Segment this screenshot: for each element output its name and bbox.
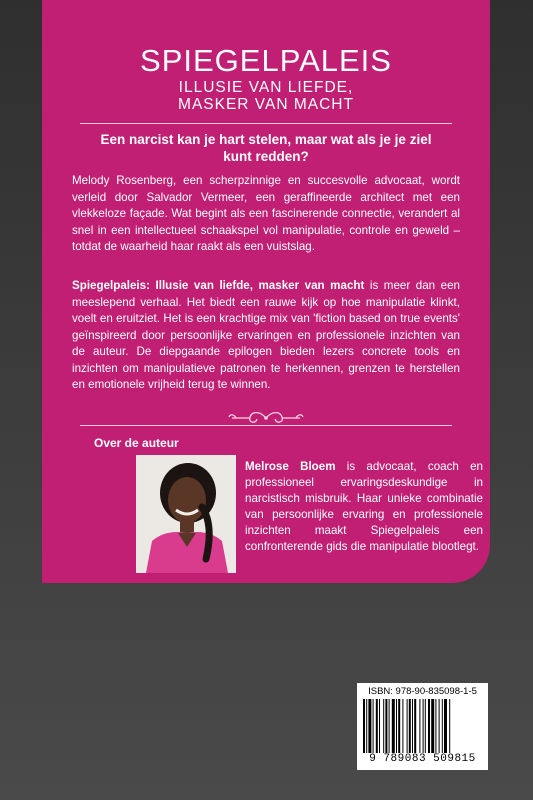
top-divider <box>80 123 452 124</box>
hook-question <box>72 131 460 165</box>
hook-line-1: Een narcist kan je hart stelen, maar wat als je je ziel <box>100 132 432 147</box>
isbn-label: ISBN: 978-90-835098-1-5 <box>368 686 477 697</box>
author-bio-text: is advocaat, coach en professioneel ervaringsdeskundige in narcistisch misbruik. Haar unieke combinatie van persoonlijke ervaring en professionele inzichten maakt Spiegelpaleis een confronterende gids die manipulatie blootlegt. <box>245 460 483 553</box>
barcode-digits: 9 789083 509815 <box>369 753 476 765</box>
book-title: SPIEGELPALEIS <box>140 43 392 78</box>
hook-line-2: kunt redden? <box>223 149 309 164</box>
author-name: Melrose Bloem <box>245 460 336 473</box>
subtitle-line-2: MASKER VAN MACHT <box>178 96 354 113</box>
description-paragraph <box>72 278 460 394</box>
bottom-divider <box>80 425 452 426</box>
author-photo <box>136 455 236 573</box>
barcode-bars-icon <box>363 699 482 753</box>
author-bio <box>245 459 483 555</box>
isbn-barcode <box>357 683 488 770</box>
description-book-title: Spiegelpaleis: Illusie van liefde, masker van macht <box>72 279 365 292</box>
description-text: is meer dan een meeslepend verhaal. Het biedt een rauwe kijk op hoe manipulatie klinkt, voelt en eruitziet. Het is een krachtige mix van 'fiction based on true events' geïnspireerd door persoonlijke ervaringen en professionele inzichten van de auteur. De diepgaande epilogen bieden lezers concrete tools en inzichten om manipulatieve patronen te herkennen, grenzen te herstellen en emotionele vrijheid terug te winnen. <box>72 279 461 391</box>
subtitle-line-1: ILLUSIE VAN LIEFDE, <box>178 79 354 96</box>
synopsis-paragraph: Melody Rosenberg, een scherpzinnige en succesvolle advocaat, wordt verleid door Salvador Vermeer, een geraffineerde architect met een vlekkeloze façade. Wat begint als een fascinerende connectie, verandert al snel in een intellectueel schaakspel vol manipulatie, controle en geweld – totdat de waarheid haar raakt als een vuistslag. <box>72 174 460 253</box>
book-subtitle <box>42 79 490 113</box>
cover-panel <box>42 0 490 583</box>
about-author-heading: Over de auteur <box>94 436 179 450</box>
